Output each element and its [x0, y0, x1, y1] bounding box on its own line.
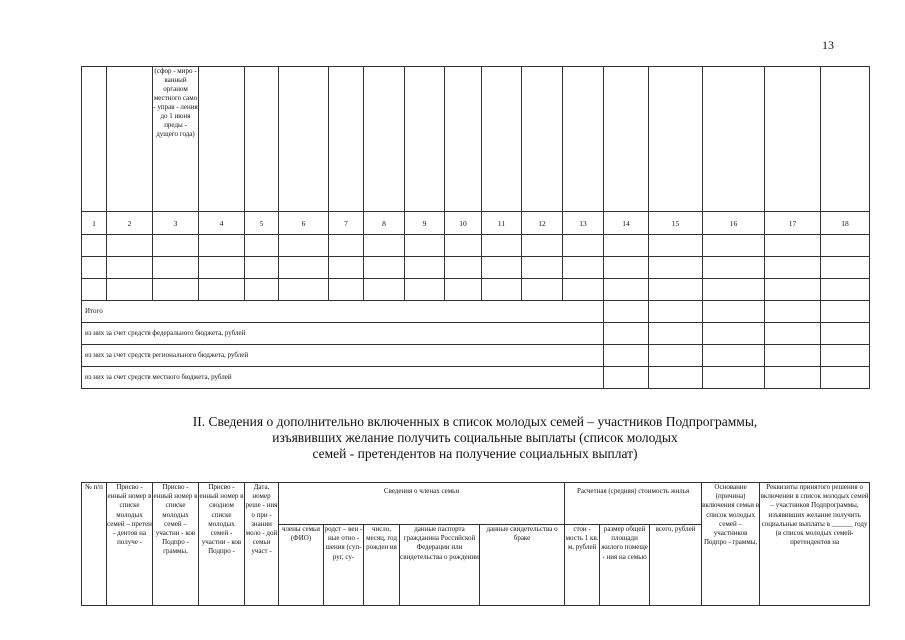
header-birth-date: число, месяц, год рожден ия	[364, 525, 400, 606]
column-number: 16	[703, 212, 765, 235]
summary-label: из них за счет средств федерального бюджета, рублей	[82, 323, 604, 345]
column-number: 13	[563, 212, 604, 235]
header-housing-cost: Расчетная (средняя) стоимость жилья	[565, 483, 702, 525]
column-number: 1	[82, 212, 107, 235]
column-number: 6	[279, 212, 329, 235]
header-decision-requisites: Реквизиты принятого решения о включении в список молодых семей – участников Подпрограммы, изъявивших желание получить социальные выплаты в ______ году (в список молодых семей-претендентов на	[760, 483, 870, 606]
column-number: 11	[482, 212, 522, 235]
page-number: 13	[822, 38, 834, 52]
header-total-rub: всего, рублей	[650, 525, 702, 606]
additional-families-table	[81, 482, 870, 606]
column-numbers-row	[82, 212, 870, 235]
column-number: 12	[522, 212, 563, 235]
header-family-info: Сведения о членах семьи	[279, 483, 565, 525]
heading-line: изъявивших желание получить социальные выплаты (список молодых	[272, 430, 678, 445]
header-family-members: члены семьи (ФИО)	[279, 525, 324, 606]
summary-row-local	[82, 367, 870, 389]
column-number: 7	[329, 212, 364, 235]
column-number: 5	[245, 212, 279, 235]
column-number: 15	[649, 212, 703, 235]
column-number: 18	[821, 212, 870, 235]
table-row	[82, 235, 870, 257]
header-passport: данные паспорта гражданина Российской Федерации или свидетельства о рождении	[400, 525, 480, 606]
summary-label: из них за счет средств местного бюджета, рублей	[82, 367, 604, 389]
header-cost-per-sqm: стои - мость 1 кв. м, рублей	[565, 525, 600, 606]
col3-header-text: (сфор - миро - ванный органом местного само - управ - ления до 1 июня преды - дущего года)	[153, 67, 199, 212]
header-participant-number: Присво - енный номер в списке молодых семей – участни - ков Подпро - граммы,	[153, 483, 199, 606]
summary-row-federal	[82, 323, 870, 345]
column-number: 8	[364, 212, 405, 235]
header-decision-date: Дата, номер реше - ния о при - знании моло - дой семьи участ -	[245, 483, 279, 606]
table-row	[82, 279, 870, 301]
column-number: 10	[445, 212, 482, 235]
column-number: 14	[604, 212, 649, 235]
column-number: 9	[405, 212, 445, 235]
table-row	[82, 257, 870, 279]
header-continuation-row	[82, 67, 870, 212]
header-number: № п/п	[82, 483, 107, 606]
summary-label: Итого	[82, 301, 604, 323]
header-relationship: родст – вен - ные отно - шения (суп- руг, су-	[324, 525, 364, 606]
main-table-continuation	[81, 66, 870, 389]
column-number: 4	[199, 212, 245, 235]
column-number: 17	[765, 212, 821, 235]
summary-row-regional	[82, 345, 870, 367]
column-number: 3	[153, 212, 199, 235]
header-inclusion-basis: Основание (причина) включения семьи в список молодых семей – участников Подпро - граммы,	[702, 483, 760, 606]
header-area: размер общей площади жилого помеще - ния на семью	[600, 525, 650, 606]
heading-line: II. Сведения о дополнительно включенных в список молодых семей – участников Подпрограммы,	[192, 414, 758, 429]
header-marriage-cert: данные свидетельства о браке	[480, 525, 565, 606]
column-number: 2	[107, 212, 153, 235]
header-consolidated-number: Присво - енный номер в сводном списке молодых семей - участни - ков Подпро -	[199, 483, 245, 606]
header-candidate-number: Присво - енный номер в списке молодых семей – претен - дентов на получе -	[107, 483, 153, 606]
summary-label: из них за счет средств регионального бюджета, рублей	[82, 345, 604, 367]
section-heading	[81, 414, 869, 462]
summary-row-total	[82, 301, 870, 323]
heading-line: семей - претендентов на получение социальных выплат)	[312, 446, 638, 461]
